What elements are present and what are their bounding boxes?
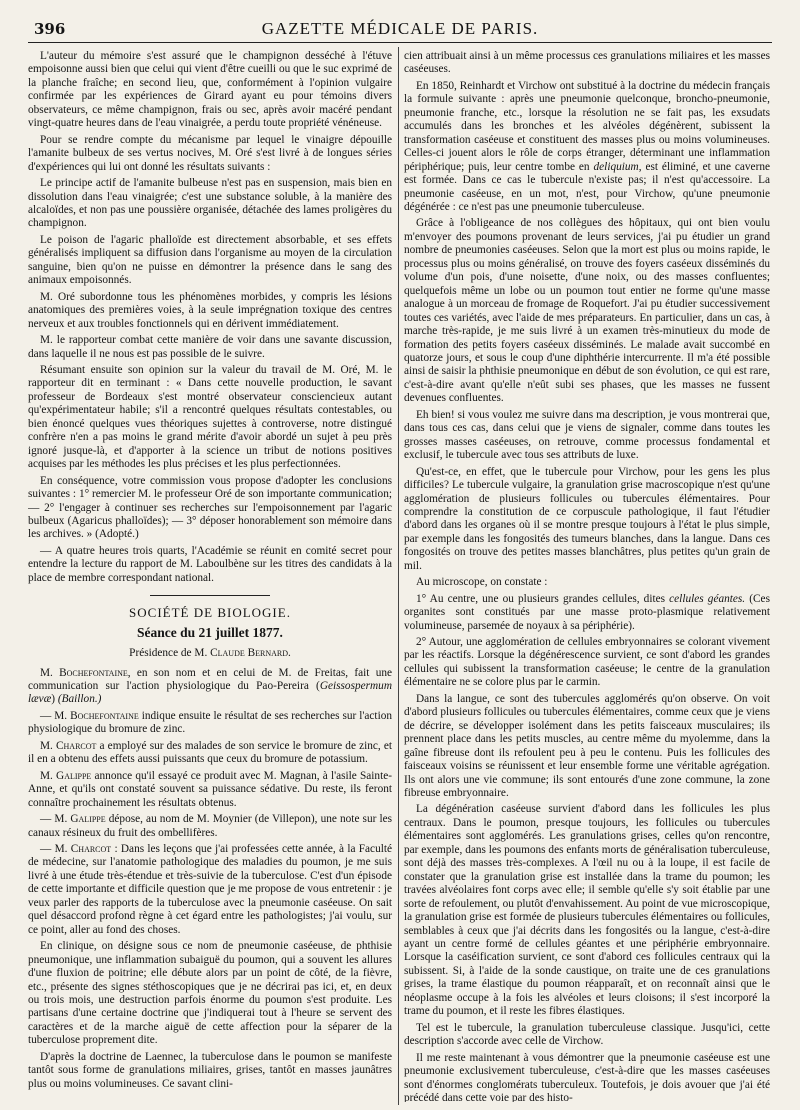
paragraph-text: En 1850, Reinhardt et Virchow ont substitué à la doctrine du médecin français la formule suivante : après une pneumonie quelconque, broncho-pneumonie, pneumonie franche, etc., lorsque la résolution ne se fait pas, les exsudats accumulés dans les bronches et les alvéoles dégénèrent, subissent la transformation caséeuse et constituent des masses plus ou moins volumineuses. Celles-ci jouent alors le rôle de corps étranger, déterminant une inflammation périphérique; puis, leur centre tombe en bbox=[404, 79, 770, 173]
paragraph: 2° Autour, une agglomération de cellules embryonnaires se colorant vivement par les réactifs. Lorsque la dégénérescence survient, ce sont d'abord les grandes cellules qui subissent la transformation caséeuse; le centre de la granulation élémentaire ne se colore plus par le carmin. bbox=[404, 636, 770, 689]
page-header bbox=[28, 18, 772, 40]
speaker-name: M. Bochefontaine, bbox=[40, 666, 131, 679]
paragraph: Au microscope, on constate : bbox=[416, 576, 548, 589]
paragraph: D'après la doctrine de Laennec, la tuberculose dans le poumon se manifeste tantôt sous forme de granulations miliaires, grises, tantôt en masses jaunâtres plus ou moins volumineuses. Ce savant clini- bbox=[28, 1050, 392, 1090]
presidence-name: Claude Bernard. bbox=[210, 647, 291, 660]
paragraph: cien attribuait ainsi à un même processus ces granulations miliaires et les masses caséeuses. bbox=[404, 50, 770, 76]
paragraph-text: : Dans les leçons que j'ai professées cette année, à la Faculté de médecine, sur l'anatomie pathologique des maladies du poumon, je me suis livré à une étude très-étendue et très-suivie de la tuberculose. C'est d'un épisode de cette importante et difficile question que je me propose de vous entretenir : je veux parler des rapports de la tuberculose avec la pneumonie caséeuse. On sait quel désaccord profond règne à cet égard entre les pathologistes; j'ai voulu, sur ce point, aller au fond des choses. bbox=[28, 843, 392, 936]
paragraph-text: , est éliminé, et une caverne est formée. Dans ce cas le tubercule n'existe pas; il n'est qu'accessoire. La pneumonie caséeuse, en un mot, n'est, pour Virchow, qu'une pneumonie dégénérée : ce n'est pas une pneumonie tuberculeuse. bbox=[404, 160, 770, 213]
paragraph: Dans la langue, ce sont des tubercules agglomérés qu'on observe. On voit d'abord plusieurs follicules ou tubercules élémentaires, comme ceux que je viens de décrire, se développer isolément dans les petits faisceaux musculaires; ils prennent place dans les petits muscles, au centre même du myolemme, dans la gaîne fibreuse dont ils refoulent peu à peu le contenu. Puis les follicules des faisceaux voisins se réunissent et leur ensemble forme une véritable agrégation. Ils ont alors une vie commune; ils sont entourés d'une zone commune, la zone fibreuse embryonnaire. bbox=[404, 692, 770, 800]
paragraph-text: dépose, au nom de M. Moynier (de Villepon), une note sur les canaux résineux du fruit des ombellifères. bbox=[28, 813, 392, 839]
speaker-name: M. Galippe bbox=[40, 769, 92, 782]
paragraph: Pour se rendre compte du mécanisme par lequel le vinaigre dépouille l'amanite bulbeux de ses vertus nocives, M. Oré s'est livré à de longues séries d'expériences qui lui ont donné les résultats suivants : bbox=[28, 133, 392, 173]
paragraph bbox=[28, 770, 392, 810]
paragraph: M. le rapporteur combat cette manière de voir dans une savante discussion, dans laquelle il ne nous est pas possible de le suivre. bbox=[28, 334, 392, 360]
header-rule bbox=[28, 42, 772, 43]
paragraph: M. Oré subordonne tous les phénomènes morbides, y compris les lésions anatomiques des premières voies, à la seule imprégnation toxique des centres nerveux et aux troubles fonctionnels qui en dérivent immédiatement. bbox=[28, 290, 392, 330]
paragraph-text: ) bbox=[51, 693, 58, 706]
paragraph bbox=[404, 593, 770, 633]
paragraph: — A quatre heures trois quarts, l'Académie se réunit en comité secret pour entendre la lecture du rapport de M. Laboulbène sur les titres des candidats à la place de membre correspondant national. bbox=[28, 544, 392, 584]
latin-name: Geissospermum lævæ bbox=[28, 680, 392, 706]
speaker-name: M. Charcot bbox=[40, 739, 97, 752]
paragraph: — M. Galippe dépose, au nom de M. Moynier (de Villepon), une note sur les canaux résineux du fruit des ombellifères. bbox=[28, 813, 392, 839]
author-name: (Baillon.) bbox=[57, 693, 102, 706]
paragraph-text: (Ces organites sont constitués par une masse proto-plasmique relativement volumineuse, parsemée de noyaux à sa périphérie). bbox=[404, 592, 770, 632]
paragraph: En conséquence, votre commission vous propose d'adopter les conclusions suivantes : 1° remercier M. le professeur Oré de son importante communication; — 2° l'engager à continuer ses recherches sur l'empoisonnement par l'agaric bulbeux (Agaricus phalloïdes); — 3° déposer honorablement son mémoire dans les archives. » (Adopté.) bbox=[28, 474, 392, 541]
paragraph: L'auteur du mémoire s'est assuré que le champignon desséché à l'étuve empoisonne aussi bien que celui qui vient d'être cueilli ou que le suc exprimé de la planche fraîche; en second lieu, que, conformément à l'opinion vulgaire confirmée par les expériences de Girard ayant eu pour témoins divers observateurs, ce même champignon, frais ou sec, après avoir macéré pendant vingt-quatre heures dans de l'eau vinaigrée, a perdu toute propriété vénéneuse. bbox=[28, 50, 392, 130]
paragraph: Grâce à l'obligeance de nos collègues des hôpitaux, qui ont bien voulu m'envoyer des poumons provenant de leurs services, j'ai pu étudier un grand nombre de pneumonies caséeuses. Selon que la mort est plus ou moins rapide, le processus plus ou moins généralisé, on trouve des foyers caséeux disséminés du volume d'un pois, d'une noisette, d'une noix, ou des masses confluentes; quelquefois même un lobe ou un poumon tout entier ne forme qu'une masse analogue à un morceau de fromage de Roquefort. J'ai pu étudier successivement toutes ces variétés, avec l'aide de mes préparateurs. En particulier, dans un cas, à marche très-rapide, je me suis livré à un examen très-minutieux du mode de formation des petits foyers caséeux disséminés. Le malade avait succombé en quatorze jours, et sous le coup d'une diphthérie intercurrente. Il m'a été possible ainsi de saisir la phthisie pneumonique en début de son évolution, ce qui est rare, c'est-à-dire avant qu'elle n'eût subi ses phases, que les masses ne fussent devenues confluentes. bbox=[404, 217, 770, 405]
paragraph: — M. Bochefontaine indique ensuite le résultat de ses recherches sur l'action physiologique du bromure de zinc. bbox=[28, 709, 392, 736]
paragraph: Il me reste maintenant à vous démontrer que la pneumonie caséeuse est une pneumonie exclusivement tuberculeuse, c'est-à-dire que les masses caséeuses sont d'énormes conglomérats tuberculeux. Toutefois, je dois avouer que j'ai été précédé dans cette voie par des histo- bbox=[404, 1051, 770, 1102]
presidence-line bbox=[28, 647, 392, 660]
paragraph: Qu'est-ce, en effet, que le tubercule pour Virchow, pour les gens les plus difficiles? Le tubercule vulgaire, la granulation grise macroscopique n'est qu'une agglomération de plusieurs follicules ou tubercules élémentaires. Pour comprendre la constitution de ce corpuscule pathologique, il faut l'étudier d'abord dans les organes où il se montre presque toujours à l'état le plus simple, par exemple dans les fongosités des tumeurs blanches, dans la langue. Dans ces fongosités on trouve des petites masses blanchâtres, plus petites qu'un grain de mil. bbox=[404, 465, 770, 572]
speaker-name: M. Charcot bbox=[54, 843, 112, 856]
speaker-name: M. Galippe bbox=[54, 813, 106, 826]
section-separator bbox=[150, 595, 270, 596]
journal-title: GAZETTE MÉDICALE DE PARIS. bbox=[261, 19, 539, 38]
italic-term: cellules géantes. bbox=[669, 592, 746, 605]
paragraph bbox=[28, 667, 392, 707]
right-column bbox=[404, 50, 770, 1102]
presidence-prefix: Présidence de M. bbox=[129, 647, 208, 660]
paragraph bbox=[404, 80, 770, 215]
paragraph-text: a employé sur des malades de son service le bromure de zinc, et il en a obtenu des effets aussi puissants que ceux du bromure de potassium. bbox=[28, 739, 392, 766]
paragraph: Eh bien! si vous voulez me suivre dans ma description, je vous montrerai que, dans tous ces cas, dans celui que je viens de signaler, comme dans toutes les grosses masses caséeuses, on retrouve, comme processus fondamental et exclusif, le tubercule avec tous ses attributs de luxe. bbox=[404, 408, 770, 462]
section-title: SOCIÉTÉ DE BIOLOGIE. bbox=[129, 605, 291, 621]
seance-title: Séance du 21 juillet 1877. bbox=[137, 624, 283, 640]
paragraph: En clinique, on désigne sous ce nom de pneumonie caséeuse, de phthisie pneumonique, une inflammation subaiguë du poumon, qui a souvent les allures d'une fluxion de poitrine; elle débute alors par un point de côté, de la fièvre, etc., présente des signes stéthoscopiques que je ne décrirai pas ici, et, en deux ou trois mois, une destruction parfois énorme du poumon s'est produite. Les partisans d'une certaine doctrine que j'indiquerai tout à l'heure se servent des caractères et de la marche aiguë de cette affection pour la séparer de la tuberculose proprement dite. bbox=[28, 940, 392, 1047]
paragraph-text: annonce qu'il essayé ce produit avec M. Magnan, à l'asile Sainte-Anne, et qu'ils ont constaté souvent sa puissance sédative. Du reste, ils feront connaître prochainement les résultats obtenus. bbox=[28, 769, 392, 809]
page-number: 396 bbox=[34, 20, 66, 38]
left-column bbox=[28, 50, 392, 1102]
paragraph-text: 1° Au centre, une ou plusieurs grandes cellules, dites bbox=[416, 592, 670, 605]
italic-term: deliquium bbox=[593, 160, 639, 173]
paragraph: Résumant ensuite son opinion sur la valeur du travail de M. Oré, M. le rapporteur dit en terminant : « Dans cette nouvelle production, le savant professeur de Bordeaux s'est montré observateur consciencieux autant qu'expérimentateur habile; s'il a rencontré quelques résultats contestables, ou bien énoncé quelques vues théoriques sujettes à controverse, notre distingué confrère n'en a pas moins le grand mérite d'avoir abordé un sujet à peu près ignoré jusque-là, et d'apporter à la science un tribut de notions positives acquises par les méthodes les plus précises et les plus perfectionnées. bbox=[28, 363, 392, 471]
paragraph-text: en son nom et en celui de M. de Freitas, fait une communication sur l'action physiologique du Pao-Pereira ( bbox=[28, 666, 392, 693]
column-divider bbox=[398, 47, 399, 1105]
speaker-name: M. Bochefontaine bbox=[54, 709, 139, 722]
paragraph-text: indique ensuite le résultat de ses recherches sur l'action physiologique du bromure de zinc. bbox=[28, 709, 392, 736]
paragraph: Tel est le tubercule, la granulation tuberculeuse classique. Jusqu'ici, cette description s'accorde avec celle de Virchow. bbox=[404, 1021, 770, 1048]
paragraph: La dégénération caséeuse survient d'abord dans les follicules les plus centraux. Dans le poumon, presque toujours, les follicules ou tubercules élémentaires sont agglomérés. Les granulations grises, celles qu'on rencontre, par exemple, dans les poumons des enfants morts de généralisation tuberculeuse, sont déjà des masses très-complexes. A l'œil nu ou à la loupe, il est facile de constater que la granulation grise est installée dans la trame du poumon; les travées alvéolaires font corps avec elle; il semble qu'elle s'y soit établie par une sorte de refoulement, ou plutôt d'envahissement. Au point de vue microscopique, la granulation grise est formée de plusieurs tubercules élémentaires ou follicules, semblables à ceux que j'ai décrits dans les fongosités ou la langue, c'est-à-dire ayant un centre formé de cellules géantes et une périphérie embryonnaire. Lorsque la caséification survient, ce sont d'abord ces follicules centraux qui la subissent. Si, à l'aide de la sonde caustique, on traite une de ces granulations grises, la trame élastique du poumon réapparaît, et on reconnaît ainsi que le néoplasme occupe à la fois les alvéoles et leurs cloisons; il s'est incorporé la trame du poumon, et il reste les fibres élastiques. bbox=[404, 803, 770, 1018]
paragraph: Le poison de l'agaric phalloïde est directement absorbable, et ses effets généralisés impliquent sa diffusion dans l'organisme au moyen de la circulation sanguine, bien qu'on ne puisse en démontrer la présence dans le sang des animaux empoisonnés. bbox=[28, 233, 392, 287]
paragraph bbox=[28, 740, 392, 767]
paragraph: — M. Charcot : Dans les leçons que j'ai professées cette année, à la Faculté de médecine, sur l'anatomie pathologique des maladies du poumon, je me suis livré à une étude très-étendue et très-suivie de la tuberculose. C'est d'un épisode de cette importante et difficile question que je me propose de vous entretenir : je veux parler des rapports de la tuberculose avec la pneumonie caséeuse. On sait quel désaccord profond règne à cet égard entre les pathologistes; j'ai voulu, sur ce point, aller au fond des choses. bbox=[28, 843, 392, 936]
paragraph: Le principe actif de l'amanite bulbeuse n'est pas en suspension, mais bien en dissolution dans l'eau vinaigrée; c'est une substance soluble, à la manière des alcaloïdes, et non pas une poussière organisée, détachée des lames proligères du champignon. bbox=[28, 177, 392, 230]
